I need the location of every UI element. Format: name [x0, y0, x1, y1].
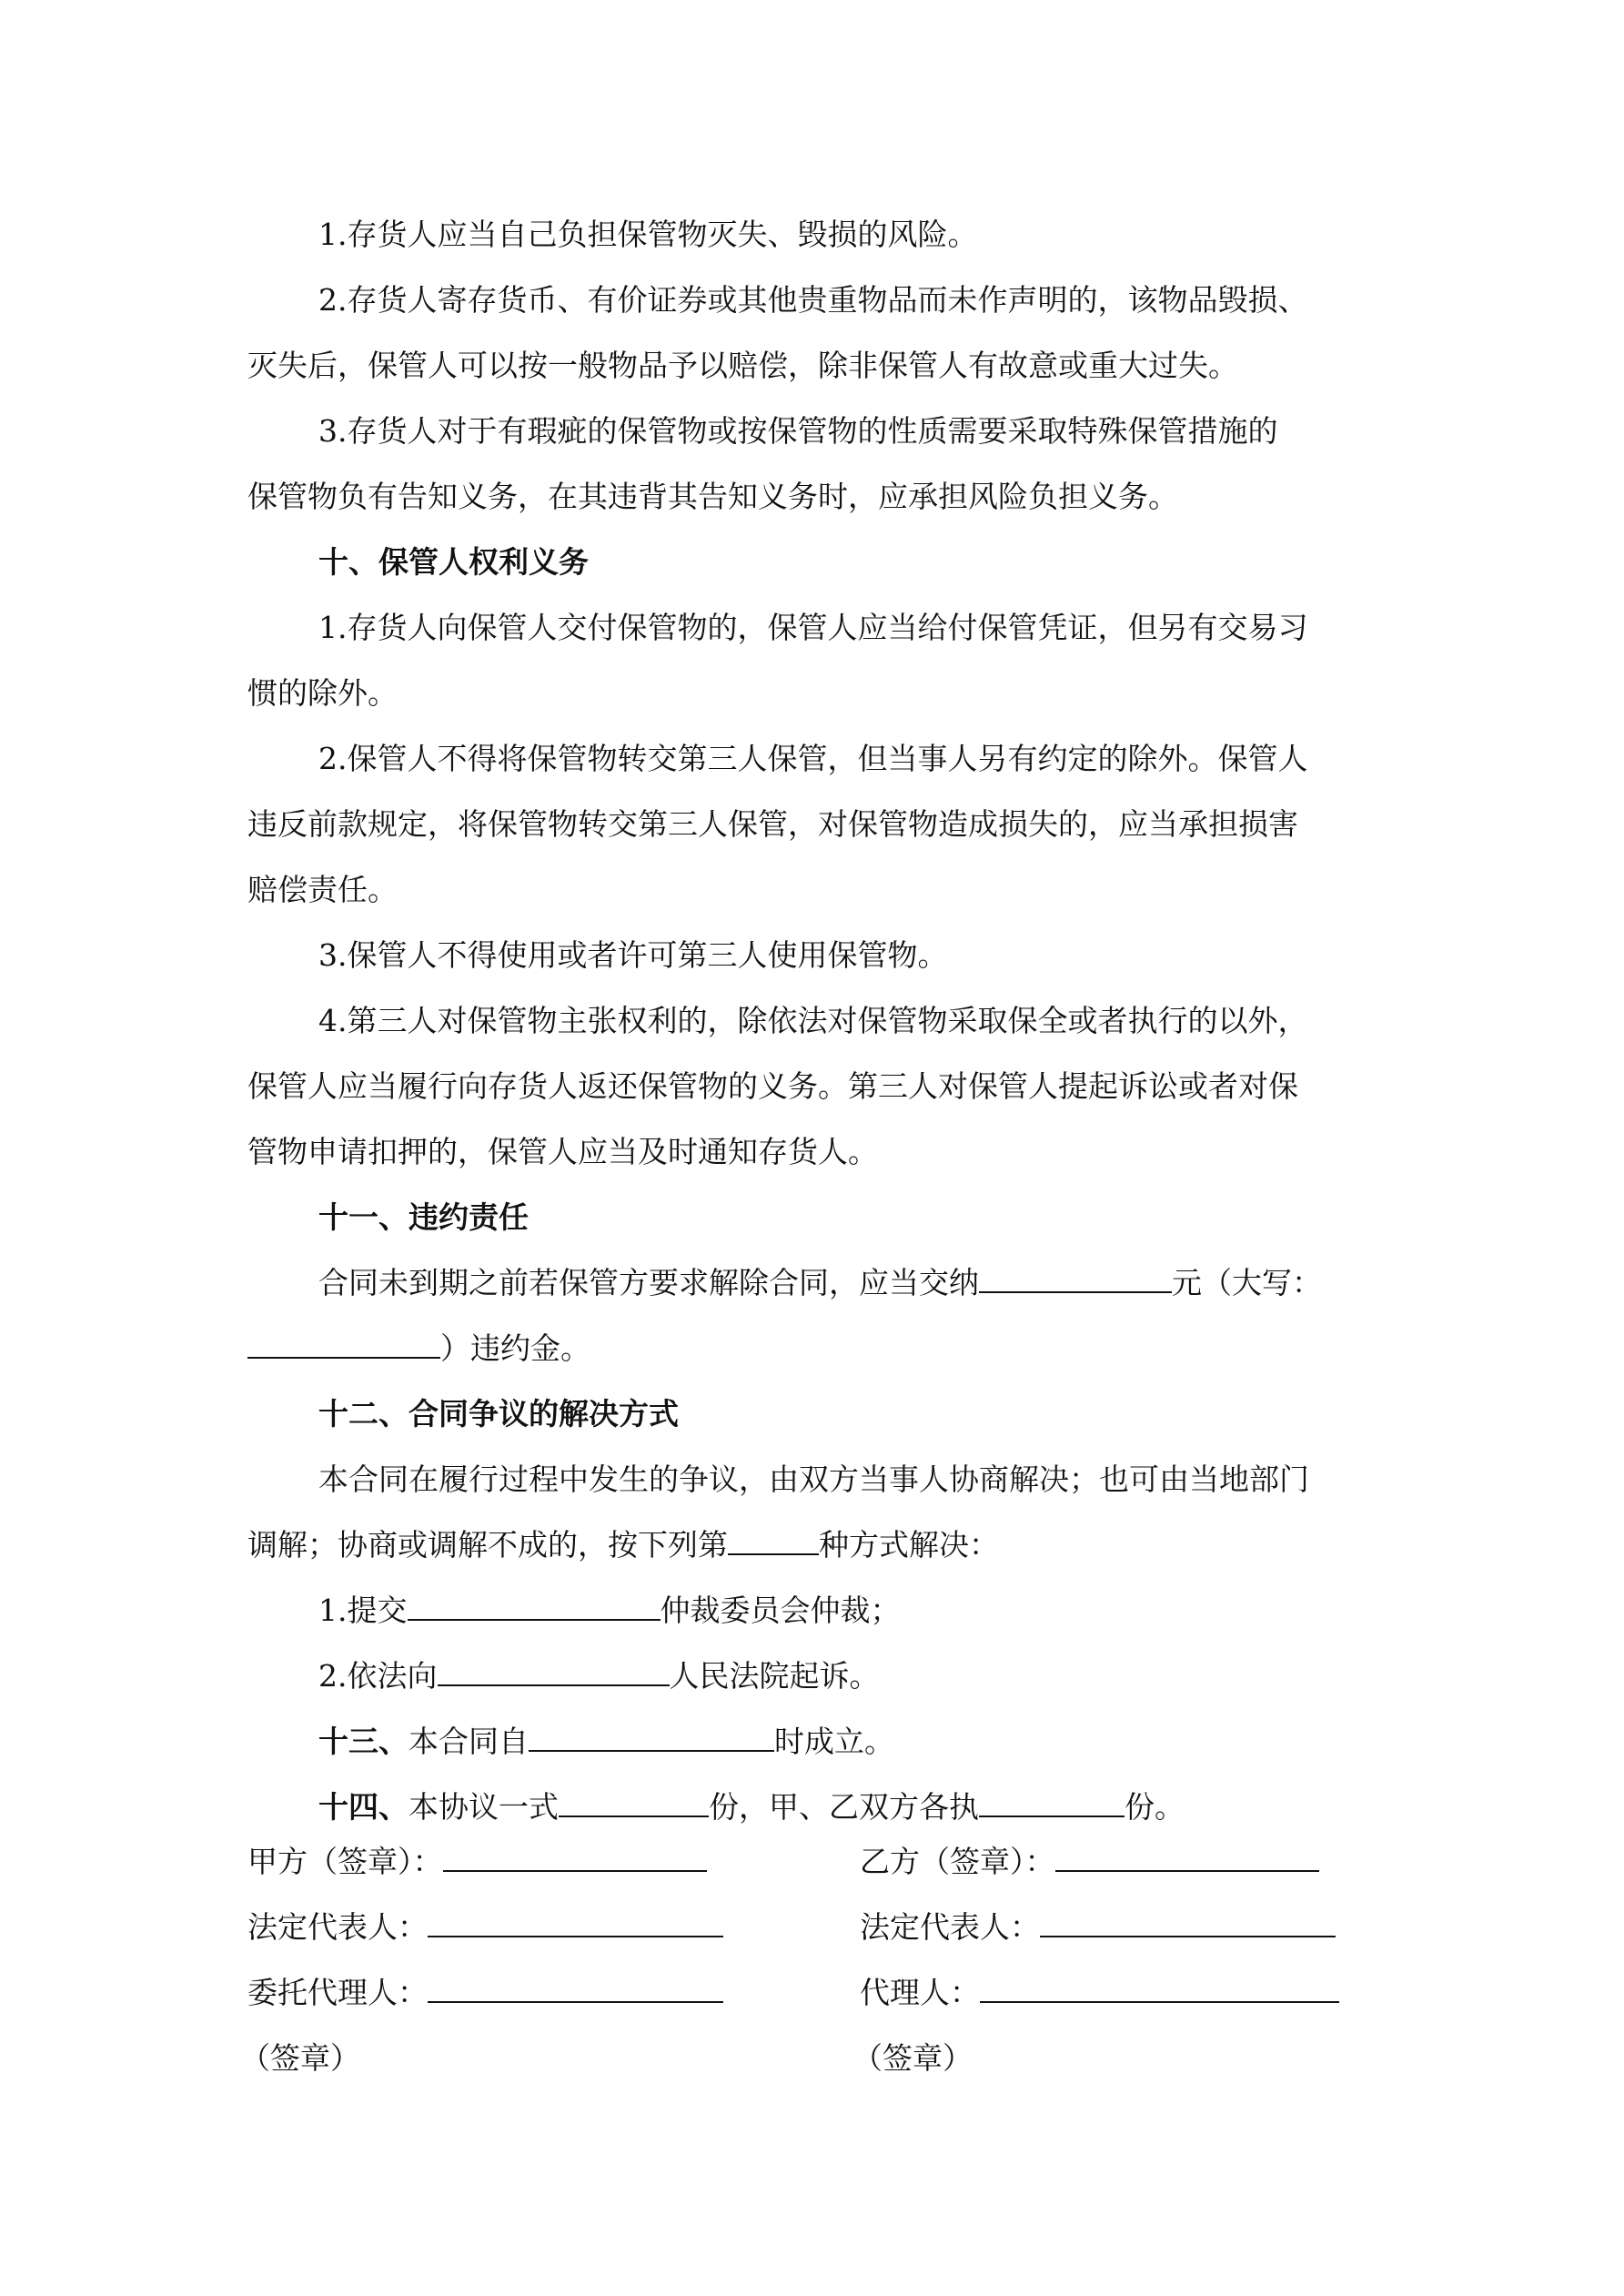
clause-10-heading: 十、保管人权利义务 [318, 544, 589, 580]
clause-11-text-cont [247, 1316, 1385, 1381]
party-a-legal-rep-row [247, 1895, 723, 1960]
party-b-row [860, 1829, 1339, 1895]
clause-14-pre: 本协议一式 [409, 1789, 559, 1825]
clause-9-item-2-cont: 灭失后，保管人可以按一般物品予以赔偿，除非保管人有故意或重大过失。 [247, 348, 1238, 383]
court-blank[interactable] [438, 1657, 670, 1686]
party-b-legal-rep-blank[interactable] [1040, 1908, 1336, 1937]
clause-10-item-3: 3.保管人不得使用或者许可第三人使用保管物。 [318, 937, 948, 973]
party-a-agent-blank[interactable] [428, 1974, 723, 2003]
party-b-legal-rep-label: 法定代表人： [860, 1909, 1040, 1945]
copies-each-blank[interactable] [979, 1788, 1125, 1817]
party-a-label: 甲方（签章）： [247, 1844, 443, 1879]
clause-11-heading: 十一、违约责任 [318, 1199, 529, 1235]
effective-date-blank[interactable] [529, 1723, 774, 1752]
clause-13-label: 十三、 [318, 1724, 409, 1759]
party-b-agent-blank[interactable] [980, 1974, 1339, 2003]
clause-10-item-2-cont-2: 赔偿责任。 [247, 872, 398, 907]
clause-11-text-cont-post: ）违约金。 [440, 1330, 590, 1366]
penalty-amount-uppercase-blank[interactable] [247, 1330, 440, 1359]
clause-9-item-3-cont: 保管物负有告知义务，在其违背其告知义务时，应承担风险负担义务。 [247, 479, 1178, 514]
clause-13-pre: 本合同自 [409, 1724, 529, 1759]
clause-9-item-3: 3.存货人对于有瑕疵的保管物或按保管物的性质需要采取特殊保管措施的 [318, 413, 1278, 449]
resolution-method-blank[interactable] [728, 1526, 819, 1555]
party-b-agent-label: 代理人： [860, 1975, 980, 2010]
clause-10-item-4-cont-1: 保管人应当履行向存货人返还保管物的义务。第三人对保管人提起诉讼或者对保 [247, 1068, 1298, 1104]
penalty-amount-blank[interactable] [979, 1264, 1172, 1293]
clause-11-text [247, 1250, 1385, 1316]
clause-14-label: 十四、 [318, 1789, 409, 1825]
clause-10-item-2-cont-1: 违反前款规定，将保管物转交第三人保管，对保管物造成损失的，应当承担损害 [247, 806, 1298, 842]
party-b-legal-rep-row [860, 1895, 1339, 1960]
clause-12-item-1-post: 仲裁委员会仲裁； [660, 1593, 901, 1628]
clause-12-text-cont-pre: 调解；协商或调解不成的，按下列第 [247, 1527, 728, 1563]
clause-14-mid: 份，甲、乙双方各执 [709, 1789, 979, 1825]
clause-12-item-1 [247, 1578, 1385, 1644]
arbitration-commission-blank[interactable] [408, 1592, 661, 1621]
clause-11-text-post: 元（大写： [1172, 1265, 1322, 1300]
clause-10-item-4-cont-2: 管物申请扣押的，保管人应当及时通知存货人。 [247, 1134, 878, 1169]
clause-12-item-2-pre: 2.依法向 [318, 1658, 438, 1694]
clause-13 [247, 1709, 1385, 1775]
clause-10-item-4: 4.第三人对保管物主张权利的，除依法对保管物采取保全或者执行的以外， [318, 1003, 1308, 1038]
clause-12-text-cont [247, 1512, 1385, 1578]
copies-total-blank[interactable] [559, 1788, 709, 1817]
contract-body [247, 202, 1385, 1840]
clause-9-item-1: 1.存货人应当自己负担保管物灭失、毁损的风险。 [318, 217, 978, 252]
clause-12-text: 本合同在履行过程中发生的争议，由双方当事人协商解决；也可由当地部门 [318, 1462, 1309, 1497]
clause-13-post: 时成立。 [774, 1724, 894, 1759]
party-a-legal-rep-label: 法定代表人： [247, 1909, 428, 1945]
party-a-agent-row [247, 1960, 723, 2026]
clause-10-item-2: 2.保管人不得将保管物转交第三人保管，但当事人另有约定的除外。保管人 [318, 741, 1308, 776]
clause-11-text-pre: 合同未到期之前若保管方要求解除合同，应当交纳 [318, 1265, 979, 1300]
party-b-stamp: （签章） [852, 2040, 973, 2076]
clause-10-item-1: 1.存货人向保管人交付保管物的，保管人应当给付保管凭证，但另有交易习 [318, 610, 1308, 645]
party-a-row [247, 1829, 723, 1895]
party-a-signature [240, 1829, 723, 2091]
clause-9-item-2: 2.存货人寄存货币、有价证券或其他贵重物品而未作声明的，该物品毁损、 [318, 282, 1308, 318]
party-a-legal-rep-blank[interactable] [428, 1908, 723, 1937]
party-b-label: 乙方（签章）： [860, 1844, 1055, 1879]
party-a-agent-label: 委托代理人： [247, 1975, 428, 2010]
party-b-agent-row [860, 1960, 1339, 2026]
party-b-blank[interactable] [1055, 1843, 1319, 1872]
clause-10-item-1-cont: 惯的除外。 [247, 675, 398, 711]
clause-12-item-2 [247, 1644, 1385, 1709]
clause-14-post: 份。 [1125, 1789, 1185, 1825]
party-a-stamp: （签章） [240, 2040, 360, 2076]
clause-12-item-2-post: 人民法院起诉。 [669, 1658, 880, 1694]
clause-12-heading: 十二、合同争议的解决方式 [318, 1396, 679, 1431]
party-a-blank[interactable] [443, 1843, 707, 1872]
party-b-signature [852, 1829, 1339, 2091]
clause-12-text-cont-post: 种方式解决： [819, 1527, 999, 1563]
clause-12-item-1-pre: 1.提交 [318, 1593, 408, 1628]
